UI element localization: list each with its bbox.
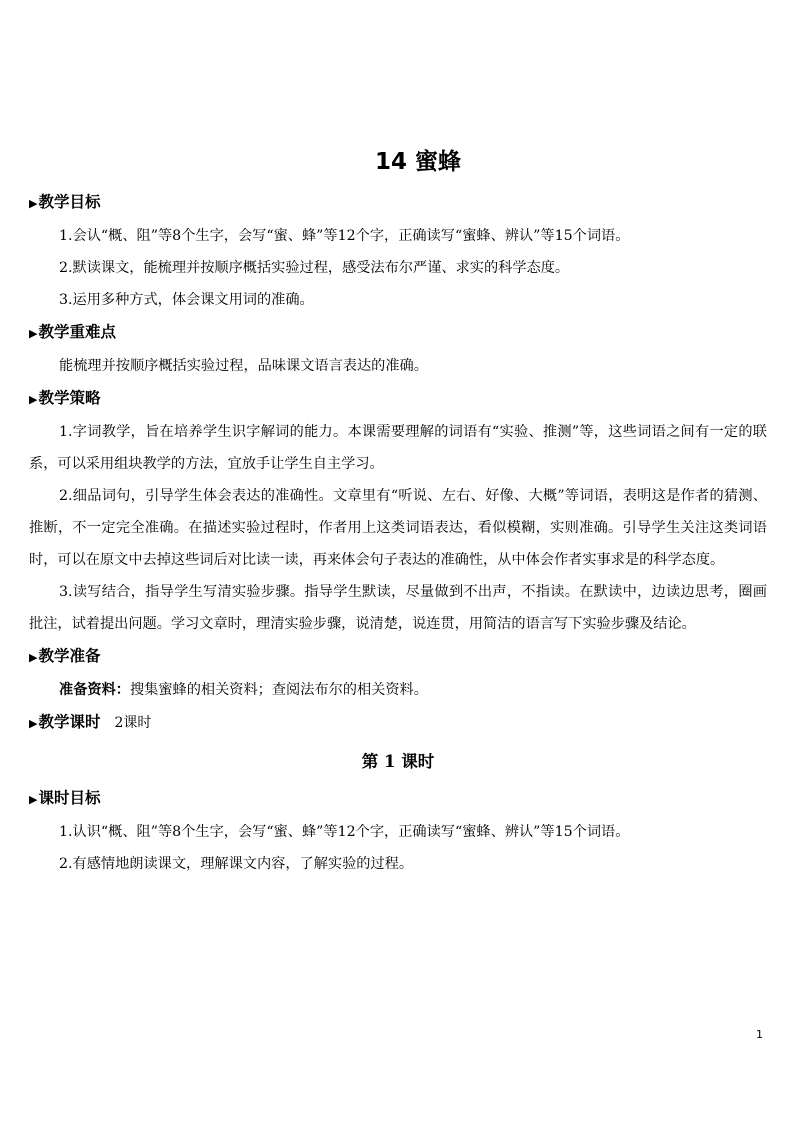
strategy-item: 2.细品词句，引导学生体会表达的准确性。文章里有“听说、左右、好像、大概”等词语，表明这是作者的猜测、推断，不一定完全准确。在描述实验过程时，作者用上这类词语表达，看似模糊，实则准确。引导学生关注这类词语时，可以在原文中去掉这些词后对比读一读，再来体会句子表达的准确性，从中体会作者实事求是的科学态度。 bbox=[29, 488, 767, 568]
triangle-marker-icon: ▶ bbox=[29, 717, 38, 730]
lesson-title: 14 蜜蜂 bbox=[374, 149, 461, 175]
triangle-marker-icon: ▶ bbox=[29, 651, 38, 664]
document-page bbox=[29, 140, 767, 880]
preparation-text: 准备资料：搜集蜜蜂的相关资料；查阅法布尔的相关资料。 bbox=[59, 682, 428, 698]
section-heading-preparation: ▶教学准备 bbox=[29, 647, 101, 665]
triangle-marker-icon: ▶ bbox=[29, 393, 38, 406]
strategy-item: 3.读写结合，指导学生写清实验步骤。指导学生默读，尽量做到不出声，不指读。在默读中，边读边思考，圈画批注，试着提出问题。学习文章时，理清实验步骤，说清楚，说连贯，用简洁的语言写下实验步骤及结论。 bbox=[29, 584, 767, 632]
triangle-marker-icon: ▶ bbox=[29, 327, 38, 340]
lesson-goal-item: 1.认识“概、阻”等8个生字，会写“蜜、蜂”等12个字，正确读写“蜜蜂、辨认”等15个词语。 bbox=[59, 824, 630, 840]
section-heading-strategy: ▶教学策略 bbox=[29, 389, 101, 407]
preparation-lead: 准备资料： bbox=[59, 682, 130, 698]
triangle-marker-icon: ▶ bbox=[29, 793, 38, 806]
strategy-item: 1.字词教学，旨在培养学生识字解词的能力。本课需要理解的词语有“实验、推测”等，这些词语之间有一定的联系，可以采用组块教学的方法，宜放手让学生自主学习。 bbox=[29, 424, 767, 472]
hours-value: 2课时 bbox=[114, 715, 152, 731]
lesson-1-title: 第 1 课时 bbox=[361, 752, 435, 771]
triangle-marker-icon: ▶ bbox=[29, 197, 38, 210]
lesson-goal-item: 2.有感情地朗读课文，理解课文内容，了解实验的过程。 bbox=[59, 856, 414, 872]
goal-item: 3.运用多种方式，体会课文用词的准确。 bbox=[59, 292, 314, 308]
page-number: 1 bbox=[756, 1028, 763, 1041]
section-heading-hours: ▶教学课时 2课时 bbox=[29, 713, 152, 731]
section-heading-key-points: ▶教学重难点 bbox=[29, 323, 116, 341]
goal-item: 1.会认“概、阻”等8个生字，会写“蜜、蜂”等12个字，正确读写“蜜蜂、辨认”等15个词语。 bbox=[59, 228, 630, 244]
section-heading-goals: ▶教学目标 bbox=[29, 193, 101, 211]
section-heading-lesson-goals: ▶课时目标 bbox=[29, 789, 101, 807]
goal-item: 2.默读课文，能梳理并按顺序概括实验过程，感受法布尔严谨、求实的科学态度。 bbox=[59, 260, 570, 276]
key-points-text: 能梳理并按顺序概括实验过程，品味课文语言表达的准确。 bbox=[59, 358, 428, 374]
